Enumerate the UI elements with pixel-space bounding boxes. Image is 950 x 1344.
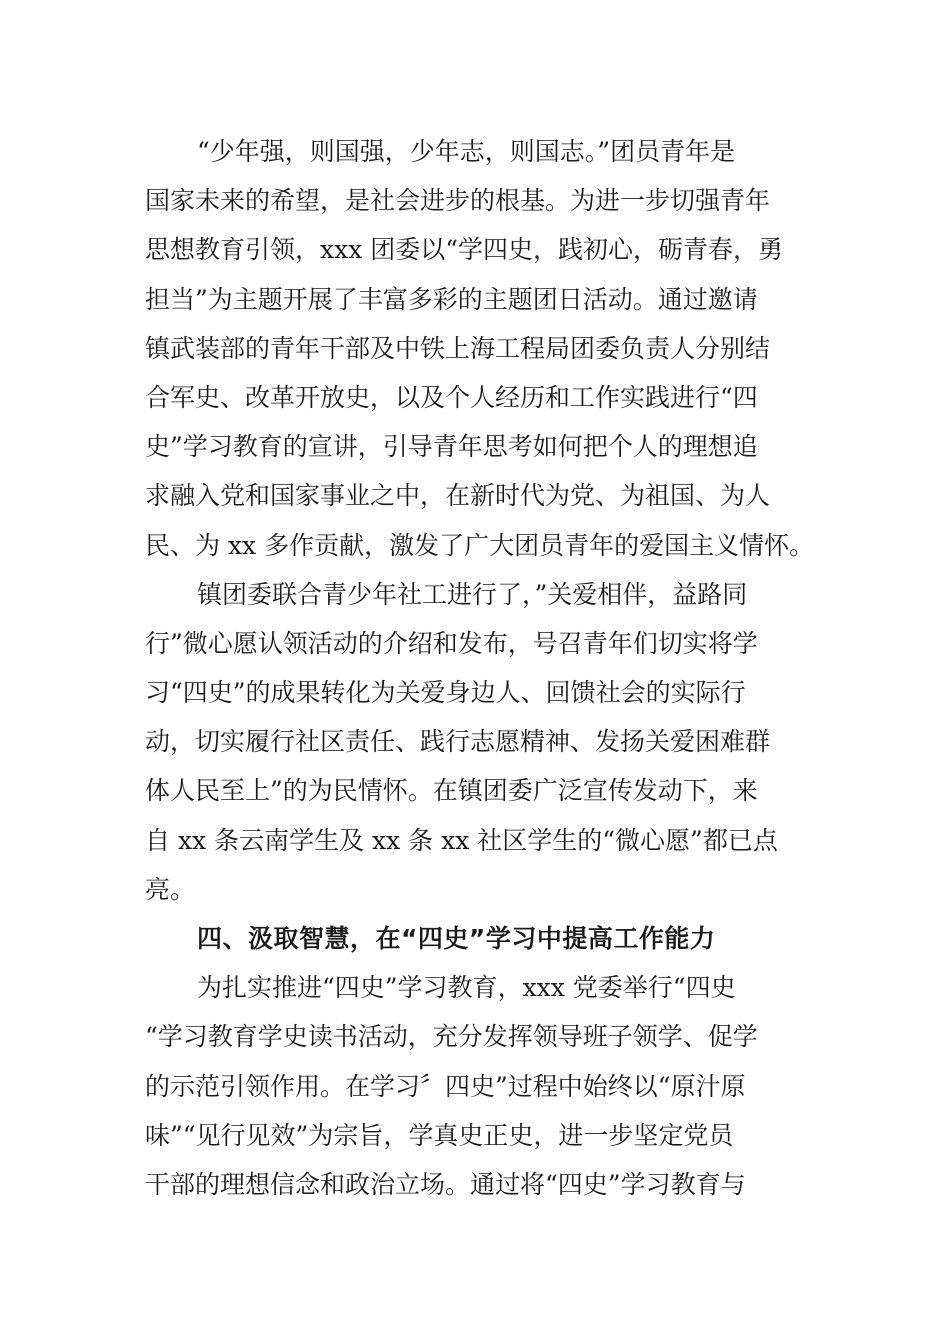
paragraph-2-line: 习“四史”的成果转化为关爱身边人、回馈社会的实际行 bbox=[145, 678, 746, 708]
paragraph-2-line: 亮。 bbox=[145, 874, 196, 904]
paragraph-2-line: 行”微心愿认领活动的介绍和发布，号召青年们切实将学 bbox=[145, 628, 758, 658]
paragraph-2-line: 自 xx 条云南学生及 xx 条 xx 社区学生的“微心愿”都已点 bbox=[145, 825, 778, 855]
paragraph-1-line: 史”学习教育的宣讲，引导青年思考如何把个人的理想追 bbox=[145, 432, 758, 462]
paragraph-1-line: 思想教育引领，xxx 团委以“学四史，践初心，砺青春，勇 bbox=[145, 235, 784, 265]
paragraph-3-line: “学习教育学史读书活动，充分发挥领导班子领学、促学 bbox=[145, 1022, 758, 1052]
paragraph-3-line: 干部的理想信念和政治立场。通过将“四史”学习教育与 bbox=[145, 1169, 746, 1199]
paragraph-3-line: 味”“见行见效”为宗旨，学真史正史，进一步坚定党员 bbox=[145, 1120, 734, 1150]
paragraph-3-line: 的示范引领作用。在学习〞四史”过程中始终以“原汁原 bbox=[145, 1071, 746, 1101]
paragraph-1-line: 民、为 xx 多作贡献，激发了广大团员青年的爱国主义情怀。 bbox=[145, 530, 815, 560]
paragraph-3-line: 为扎实推进“四史”学习教育，xxx 党委举行“四史 bbox=[197, 973, 736, 1003]
document-body bbox=[145, 127, 815, 1209]
paragraph-2-line: 镇团委联合青少年社工进行了，”关爱相伴，益路同 bbox=[197, 579, 748, 609]
paragraph-2-line: 动，切实履行社区责任、践行志愿精神、发扬关爱困难群 bbox=[145, 727, 771, 757]
paragraph-1-line: “少年强，则国强，少年志，则国志。”团员青年是 bbox=[197, 137, 736, 166]
paragraph-1-line: 求融入党和国家事业之中，在新时代为党、为祖国、为人 bbox=[145, 481, 771, 511]
paragraph-1-line: 镇武装部的青年干部及中铁上海工程局团委负责人分别结 bbox=[145, 333, 771, 363]
paragraph-2-line: 体人民至上”的为民情怀。在镇团委广泛宣传发动下，来 bbox=[145, 776, 758, 806]
paragraph-1-line: 合军史、改革开放史，以及个人经历和工作实践进行“四 bbox=[145, 382, 758, 412]
paragraph-1-line: 担当”为主题开展了丰富多彩的主题团日活动。通过邀请 bbox=[145, 284, 758, 314]
section-heading: 四、汲取智慧，在“四史”学习中提高工作能力 bbox=[197, 924, 716, 953]
paragraph-1-line: 国家未来的希望，是社会进步的根基。为进一步切强青年 bbox=[145, 186, 771, 216]
